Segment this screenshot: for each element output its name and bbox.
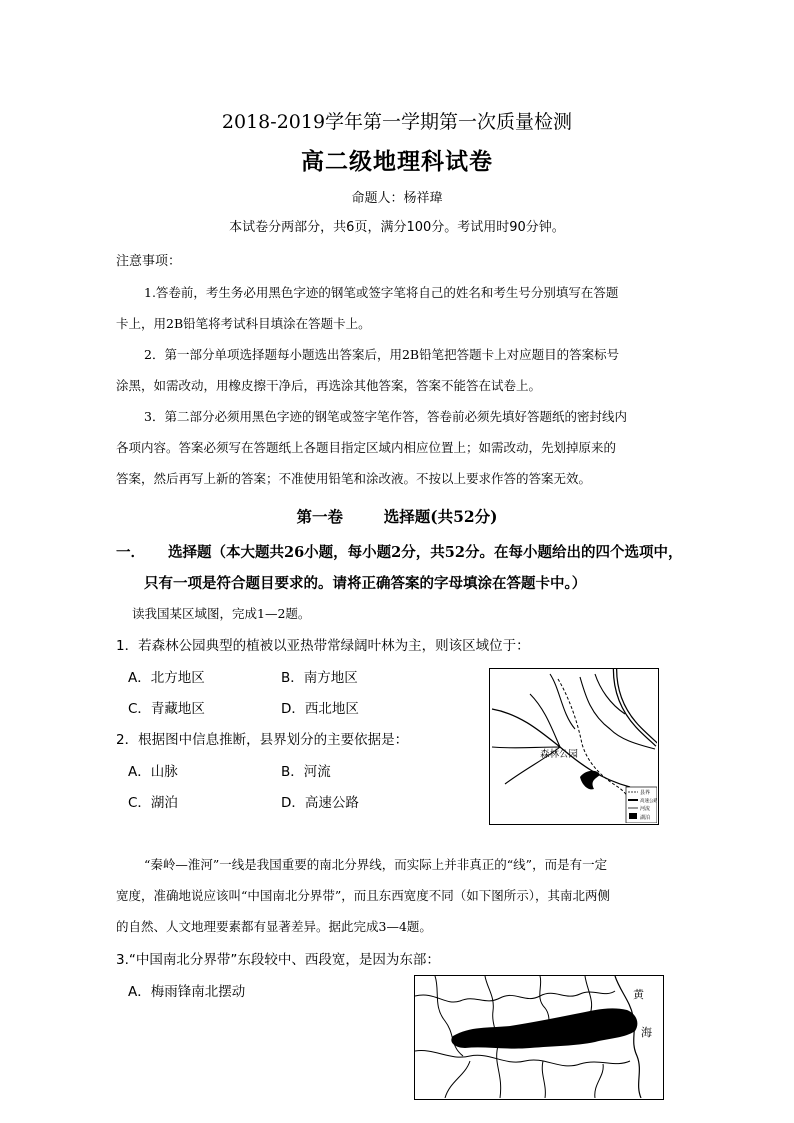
region-map	[489, 668, 659, 825]
section-title-b: 选择题(共52分)	[383, 507, 498, 526]
q3-option-a: A．梅雨锋南北摆动	[128, 984, 246, 1000]
exam-author: 命题人：杨祥瑋	[351, 191, 443, 206]
section-title	[0, 505, 794, 527]
sea-label-2: 海	[641, 1026, 652, 1039]
boundary-line	[415, 991, 615, 1002]
question-3: 3.“中国南北分界带”东段较中、西段宽，是因为东部：	[116, 952, 440, 968]
note-2-line-1: 2．第一部分单项选择题每小题选出答案后，用2B铅笔把答题卡上对应题目的答案标号	[144, 347, 620, 362]
sea-label-1: 黄	[633, 988, 644, 1001]
boundary-line	[542, 1061, 545, 1098]
note-1-line-2: 卡上，用2B铅笔将考试科目填涂在答题卡上。	[116, 316, 371, 331]
q1-option-a: A．北方地区	[128, 670, 205, 686]
note-3-line-2: 各项内容。答案必须写在答题纸上各题目指定区域内相应位置上；如需改动，先划掉原来的	[116, 440, 617, 455]
group2-intro-line-2: 宽度，准确地说应该叫“中国南北分界带”，而且东西宽度不同（如下图所示），其南北两侧	[116, 888, 611, 903]
question-1: 1．若森林公园典型的植被以亚热带常绿阔叶林为主，则该区域位于：	[116, 638, 530, 654]
river-line	[492, 747, 560, 748]
exam-title-line2: 高二级地理科试卷	[301, 148, 493, 175]
group2-intro-line-1: “秦岭—淮河”一线是我国重要的南北分界线，而实际上并非真正的“线”，而是有一定	[144, 857, 608, 872]
north-south-belt	[451, 1008, 637, 1048]
section-title-a: 第一卷	[296, 507, 343, 526]
group1-intro: 读我国某区域图，完成1—2题。	[132, 606, 311, 621]
q2-option-a: A．山脉	[128, 764, 178, 780]
river-line	[530, 694, 560, 747]
park-label: 森林公园	[540, 749, 579, 760]
note-2-line-2: 涂黑，如需改动，用橡皮擦干净后，再选涂其他答案，答案不能答在试卷上。	[116, 378, 542, 393]
exam-title-line1: 2018-2019学年第一学期第一次质量检测	[221, 111, 573, 133]
note-3-line-1: 3．第二部分必须用黑色字迹的钢笔或签字笔作答，答卷前必须先填好答题纸的密封线内	[144, 409, 627, 424]
note-3-line-3: 答案，然后再写上新的答案；不准使用铅笔和涂改液。不按以上要求作答的答案无效。	[116, 471, 592, 486]
q2-option-b: B．河流	[281, 764, 331, 780]
legend-symbol-lake	[629, 813, 637, 819]
q1-option-b: B．南方地区	[281, 670, 358, 686]
boundary-line	[445, 1061, 470, 1098]
q1-option-c: C．青藏地区	[128, 701, 205, 717]
part-number: 一．	[116, 544, 145, 561]
question-2: 2．根据图中信息推断，县界划分的主要依据是：	[116, 732, 409, 748]
exam-info: 本试卷分两部分，共6页，满分100分。考试用时90分钟。	[229, 220, 565, 235]
notes-heading: 注意事项：	[116, 254, 182, 269]
q2-option-d: D．高速公路	[281, 795, 359, 811]
legend-label-lake: 湖泊	[640, 815, 651, 821]
north-south-belt-map	[414, 975, 664, 1100]
highway-line	[615, 669, 657, 745]
region-map-drawing	[490, 669, 657, 823]
river-line	[550, 674, 575, 729]
legend-label-highway: 高速公路	[640, 799, 657, 804]
note-1-line-1: 1.答卷前，考生务必用黑色字迹的钢笔或签字笔将自己的姓名和考生号分别填写在答题	[144, 285, 619, 300]
legend-label-river: 河流	[640, 806, 651, 812]
legend-label-boundary: 县界	[640, 790, 651, 796]
group2-intro-line-3: 的自然、人文地理要素都有显著差异。据此完成3—4题。	[116, 919, 432, 934]
belt-map-drawing	[415, 976, 662, 1098]
q2-option-c: C．湖泊	[128, 795, 178, 811]
boundary-line	[415, 1051, 630, 1066]
part-instructions-line-1: 选择题（本大题共26小题，每小题2分，共52分。在每小题给出的四个选项中，	[168, 544, 683, 561]
q1-option-d: D．西北地区	[281, 701, 359, 717]
part-instructions-line-2: 只有一项是符合题目要求的。请将正确答案的字母填涂在答题卡中。）	[144, 575, 587, 592]
boundary-line	[595, 1064, 603, 1098]
lake-shape	[580, 771, 600, 790]
